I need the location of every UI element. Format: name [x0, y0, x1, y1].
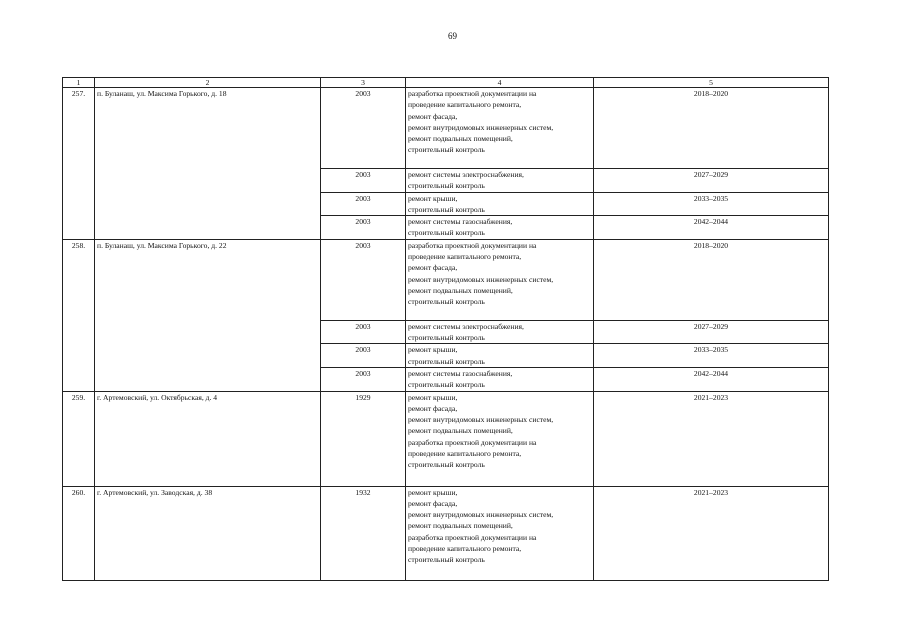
- year-cell: 2003: [321, 88, 406, 169]
- address-cell: г. Артемовский, ул. Октябрьская, д. 4: [95, 391, 321, 486]
- work-item: ремонт крыши,: [408, 193, 458, 203]
- row-number-cell: 258.: [63, 239, 95, 391]
- work-item: строительный контроль: [408, 204, 485, 214]
- work-item: строительный контроль: [408, 460, 485, 470]
- table-row: [63, 391, 829, 486]
- period-cell: 2042–2044: [594, 367, 829, 391]
- work-item: ремонт системы газоснабжения,: [408, 217, 513, 227]
- work-item: разработка проектной документации на: [408, 89, 537, 98]
- work-item: ремонт крыши,: [408, 392, 458, 402]
- table-row: [63, 239, 829, 320]
- works-cell: [406, 391, 594, 486]
- works-cell: [406, 169, 594, 193]
- work-item: проведение капитального ремонта,: [408, 100, 522, 110]
- capital-repair-table: [62, 77, 829, 581]
- row-number-cell: 259.: [63, 391, 95, 486]
- work-item: строительный контроль: [408, 555, 485, 565]
- work-item: ремонт подвальных помещений,: [408, 521, 513, 531]
- table-row: [63, 88, 829, 169]
- header-col-3: 3: [321, 78, 406, 88]
- work-item: строительный контроль: [408, 297, 485, 307]
- work-item: строительный контроль: [408, 333, 485, 343]
- address-cell: п. Буланаш, ул. Максима Горького, д. 18: [95, 88, 321, 240]
- period-cell: 2018–2020: [594, 88, 829, 169]
- work-item: ремонт подвальных помещений,: [408, 134, 513, 144]
- work-item: проведение капитального ремонта,: [408, 252, 522, 262]
- year-cell: 2003: [321, 216, 406, 240]
- work-item: ремонт системы электроснабжения,: [408, 321, 524, 331]
- year-cell: 2003: [321, 192, 406, 216]
- work-item: ремонт внутридомовых инженерных систем,: [408, 122, 554, 132]
- work-item: проведение капитального ремонта,: [408, 544, 522, 554]
- works-cell: [406, 344, 594, 368]
- table-row: [63, 486, 829, 580]
- address-cell: г. Артемовский, ул. Заводская, д. 38: [95, 486, 321, 580]
- year-cell: 2003: [321, 239, 406, 320]
- address-cell: п. Буланаш, ул. Максима Горького, д. 22: [95, 239, 321, 391]
- year-cell: 2003: [321, 344, 406, 368]
- works-cell: [406, 367, 594, 391]
- table-body: [63, 88, 829, 581]
- work-item: строительный контроль: [408, 228, 485, 238]
- row-number-cell: 260.: [63, 486, 95, 580]
- year-cell: 1929: [321, 391, 406, 486]
- header-row: [63, 78, 829, 88]
- work-item: ремонт фасада,: [408, 403, 458, 413]
- page-number: 69: [448, 31, 457, 41]
- year-cell: 1932: [321, 486, 406, 580]
- work-item: разработка проектной документации на: [408, 532, 537, 542]
- period-cell: 2021–2023: [594, 486, 829, 580]
- works-cell: [406, 320, 594, 344]
- work-item: разработка проектной документации на: [408, 437, 537, 447]
- header-col-5: 5: [594, 78, 829, 88]
- period-cell: 2018–2020: [594, 239, 829, 320]
- work-item: ремонт подвальных помещений,: [408, 285, 513, 295]
- work-item: строительный контроль: [408, 356, 485, 366]
- header-col-2: 2: [95, 78, 321, 88]
- work-item: разработка проектной документации на: [408, 240, 537, 250]
- period-cell: 2027–2029: [594, 320, 829, 344]
- table-header: [63, 78, 829, 88]
- period-cell: 2042–2044: [594, 216, 829, 240]
- work-item: ремонт внутридомовых инженерных систем,: [408, 510, 554, 520]
- work-item: ремонт системы электроснабжения,: [408, 170, 524, 179]
- works-cell: [406, 88, 594, 169]
- period-cell: 2021–2023: [594, 391, 829, 486]
- work-item: ремонт фасада,: [408, 263, 458, 273]
- period-cell: 2033–2035: [594, 192, 829, 216]
- works-cell: [406, 192, 594, 216]
- header-col-1: 1: [63, 78, 95, 88]
- header-col-4: 4: [406, 78, 594, 88]
- work-item: ремонт крыши,: [408, 345, 458, 355]
- row-number-cell: 257.: [63, 88, 95, 240]
- period-cell: 2033–2035: [594, 344, 829, 368]
- work-item: строительный контроль: [408, 181, 485, 191]
- year-cell: 2003: [321, 169, 406, 193]
- work-item: ремонт внутридомовых инженерных систем,: [408, 274, 554, 284]
- work-item: ремонт фасада,: [408, 498, 458, 508]
- work-item: ремонт внутридомовых инженерных систем,: [408, 415, 554, 425]
- work-item: строительный контроль: [408, 380, 485, 390]
- work-item: ремонт подвальных помещений,: [408, 426, 513, 436]
- works-cell: [406, 239, 594, 320]
- works-cell: [406, 216, 594, 240]
- work-item: ремонт фасада,: [408, 111, 458, 121]
- works-cell: [406, 486, 594, 580]
- work-item: ремонт крыши,: [408, 487, 458, 497]
- work-item: строительный контроль: [408, 145, 485, 155]
- year-cell: 2003: [321, 367, 406, 391]
- work-item: ремонт системы газоснабжения,: [408, 368, 513, 378]
- period-cell: 2027–2029: [594, 169, 829, 193]
- year-cell: 2003: [321, 320, 406, 344]
- work-item: проведение капитального ремонта,: [408, 449, 522, 459]
